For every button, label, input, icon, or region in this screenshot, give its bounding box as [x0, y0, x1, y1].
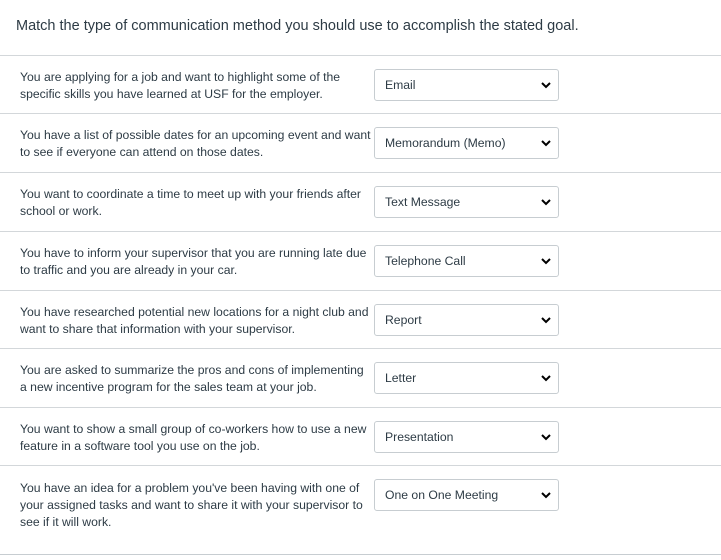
row-prompt: You have to inform your supervisor that you are running late due to traffic and you are already in your car.	[20, 246, 367, 277]
select-value: Report	[385, 313, 422, 327]
chevron-down-icon	[540, 197, 552, 207]
chevron-down-icon	[540, 80, 552, 90]
select-value: Email	[385, 78, 416, 92]
select-value: Telephone Call	[385, 254, 466, 268]
matching-row	[0, 349, 721, 408]
select-value: Letter	[385, 371, 417, 385]
answer-select[interactable]	[374, 304, 559, 336]
matching-row	[0, 232, 721, 291]
matching-row	[0, 114, 721, 173]
row-prompt: You want to show a small group of co-workers how to use a new feature in a software tool you use on the job.	[20, 422, 367, 453]
answer-select[interactable]	[374, 479, 559, 511]
answer-select[interactable]	[374, 69, 559, 101]
row-prompt: You have a list of possible dates for an upcoming event and want to see if everyone can attend on those dates.	[20, 128, 371, 159]
matching-row	[0, 466, 721, 541]
row-prompt: You are asked to summarize the pros and cons of implementing a new incentive program for the sales team at your job.	[20, 363, 364, 394]
matching-rows	[0, 55, 721, 541]
chevron-down-icon	[540, 138, 552, 148]
select-value: Presentation	[385, 430, 454, 444]
bottom-divider	[0, 554, 721, 555]
chevron-down-icon	[540, 490, 552, 500]
answer-select[interactable]	[374, 245, 559, 277]
select-value: Memorandum (Memo)	[385, 136, 506, 150]
select-value: Text Message	[385, 195, 461, 209]
answer-select[interactable]	[374, 421, 559, 453]
row-prompt: You are applying for a job and want to highlight some of the specific skills you have learned at USF for the employer.	[20, 70, 341, 101]
answer-select[interactable]	[374, 186, 559, 218]
row-prompt: You want to coordinate a time to meet up with your friends after school or work.	[20, 187, 361, 218]
chevron-down-icon	[540, 432, 552, 442]
chevron-down-icon	[540, 315, 552, 325]
answer-select[interactable]	[374, 362, 559, 394]
chevron-down-icon	[540, 373, 552, 383]
select-value: One on One Meeting	[385, 488, 499, 502]
row-prompt: You have researched potential new locations for a night club and want to share that information with your supervisor.	[20, 305, 369, 336]
row-prompt: You have an idea for a problem you've been having with one of your assigned tasks and want to share it with your supervisor to see if it will work.	[20, 481, 363, 529]
chevron-down-icon	[540, 256, 552, 266]
matching-row	[0, 291, 721, 349]
matching-row	[0, 56, 721, 114]
question-instruction: Match the type of communication method you should use to accomplish the stated goal.	[16, 18, 579, 34]
matching-row	[0, 408, 721, 466]
answer-select[interactable]	[374, 127, 559, 159]
matching-row	[0, 173, 721, 232]
